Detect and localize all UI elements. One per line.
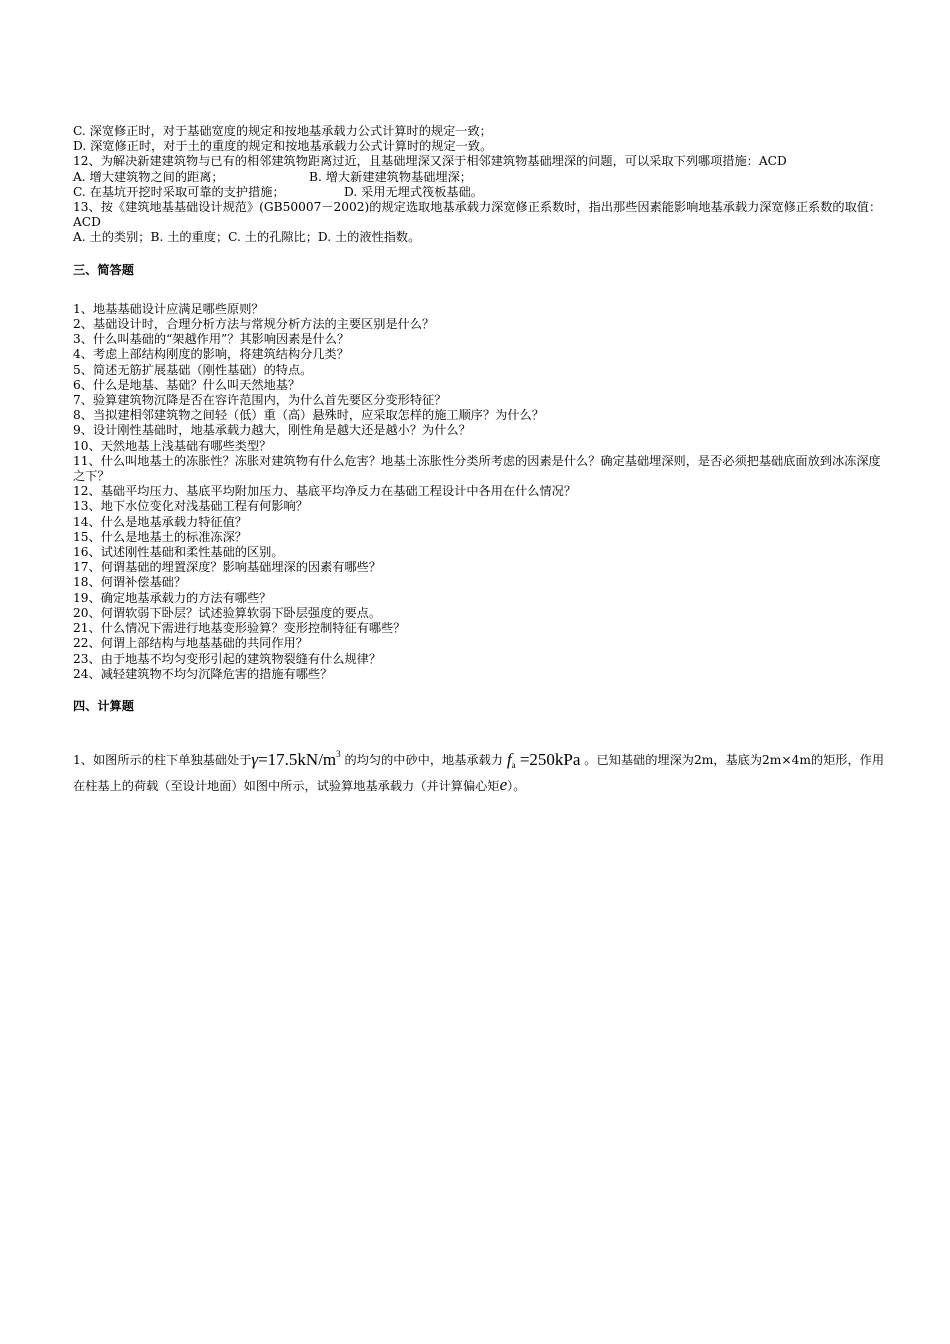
calc-text-part-1: 1、如图所示的柱下单独基础处于 <box>73 753 252 768</box>
section-4-heading: 四、计算题 <box>73 698 134 713</box>
short-answer-question: 14、什么是地基承载力特征值？ <box>73 514 247 529</box>
short-answer-question: 3、什么叫基础的“架越作用”？其影响因素是什么？ <box>73 332 350 347</box>
option-c-line: C. 深宽修正时，对于基础宽度的规定和按地基承载力公式计算时的规定一致； <box>73 124 492 138</box>
question-12-option-d: D. 采用无埋式筏板基础。 <box>344 184 483 199</box>
gamma-symbol: γ <box>251 750 259 770</box>
short-answer-question: 20、何谓软弱下卧层？试述验算软弱下卧层强度的要点。 <box>73 605 382 620</box>
short-answer-question: 4、考虑上部结构刚度的影响，将建筑结构分几类？ <box>73 347 349 362</box>
short-answer-question: 17、何谓基础的埋置深度？影响基础埋深的因素有哪些？ <box>73 560 382 575</box>
short-answer-question: 7、验算建筑物沉降是否在容许范围内，为什么首先要区分变形特征？ <box>73 393 447 408</box>
question-13: 13、按《建筑地基基础设计规范》(GB50007－2002)的规定选取地基承载力深宽修正系数时，指出那些因素能影响地基承载力深宽修正系数的取值：ACD <box>73 200 882 230</box>
bearing-capacity-formula <box>507 750 581 775</box>
calc-text-part-3: 。已知基础的埋深为2m，基底为2m×4m的矩形，作用在柱基上的荷载（至设计地面）如图中所示，试验算地基承载力（并计算偏心矩 <box>73 753 885 794</box>
short-answer-question: 5、简述无筋扩展基础（刚性基础）的特点。 <box>73 362 313 377</box>
calc-text-part-2: 的均匀的中砂中，地基承载力 <box>344 753 503 768</box>
question-12-option-a: A. 增大建筑物之间的距离； <box>73 169 224 184</box>
question-12: 12、为解决新建建筑物与已有的相邻建筑物距离过近，且基础埋深又深于相邻建筑物基础埋深的问题，可以采取下列哪项措施：ACD <box>73 154 787 169</box>
short-answer-list <box>73 302 891 682</box>
question-12-options-ab <box>73 170 891 185</box>
question-12-option-b: B. 增大新建建筑物基础埋深； <box>309 169 472 184</box>
document-page <box>73 124 891 796</box>
short-answer-question: 6、什么是地基、基础？什么叫天然地基？ <box>73 377 301 392</box>
short-answer-question: 12、基础平均压力、基底平均附加压力、基底平均净反力在基础工程设计中各用在什么情况？ <box>73 484 577 499</box>
question-12-options-cd <box>73 185 891 200</box>
short-answer-question: 1、地基基础设计应满足哪些原则？ <box>73 301 264 316</box>
short-answer-question: 8、当拟建相邻建筑物之间轻（低）重（高）悬殊时，应采取怎样的施工顺序？为什么？ <box>73 408 544 423</box>
short-answer-question: 2、基础设计时，合理分析方法与常规分析方法的主要区别是什么？ <box>73 317 435 332</box>
short-answer-question: 23、由于地基不均匀变形引起的建筑物裂缝有什么规律？ <box>73 651 382 666</box>
eccentricity-symbol: e <box>499 775 508 795</box>
fa-symbol: f <box>506 750 512 770</box>
calculation-question-1 <box>73 744 891 796</box>
short-answer-question: 10、天然地基上浅基础有哪些类型？ <box>73 438 272 453</box>
fa-value: =250kPa <box>519 750 581 770</box>
short-answer-question: 15、什么是地基土的标准冻深？ <box>73 529 247 544</box>
section-3-heading: 三、简答题 <box>73 262 134 277</box>
short-answer-question: 16、试述刚性基础和柔性基础的区别。 <box>73 545 284 560</box>
option-d-line: D. 深宽修正时，对于土的重度的规定和按地基承载力公式计算时的规定一致。 <box>73 139 493 154</box>
calc-text-part-4: ）。 <box>507 779 526 794</box>
fa-subscript: a <box>511 760 516 771</box>
question-13-options: A. 土的类别；B. 土的重度；C. 土的孔隙比；D. 土的液性指数。 <box>73 230 421 245</box>
short-answer-question: 18、何谓补偿基础？ <box>73 575 187 590</box>
question-12-option-c: C. 在基坑开挖时采取可靠的支护措施； <box>73 184 285 199</box>
unit-weight-formula <box>251 744 340 770</box>
short-answer-question: 9、设计刚性基础时，地基承载力越大，刚性角是越大还是越小？为什么？ <box>73 423 471 438</box>
short-answer-question: 21、什么情况下需进行地基变形验算？变形控制特征有哪些？ <box>73 621 406 636</box>
short-answer-question: 24、减轻建筑物不均匀沉降危害的措施有哪些？ <box>73 666 333 681</box>
short-answer-question: 11、什么叫地基土的冻胀性？冻胀对建筑物有什么危害？地基土冻胀性分类所考虑的因素是什么？确定基础埋深则，是否必须把基础底面放到冰冻深度之下？ <box>73 453 881 484</box>
short-answer-question: 13、地下水位变化对浅基础工程有何影响？ <box>73 499 308 514</box>
gamma-exponent: 3 <box>336 749 341 760</box>
short-answer-question: 22、何谓上部结构与地基基础的共同作用？ <box>73 636 308 651</box>
gamma-value: =17.5kN/m <box>258 750 337 770</box>
short-answer-question: 19、确定地基承载力的方法有哪些？ <box>73 590 272 605</box>
